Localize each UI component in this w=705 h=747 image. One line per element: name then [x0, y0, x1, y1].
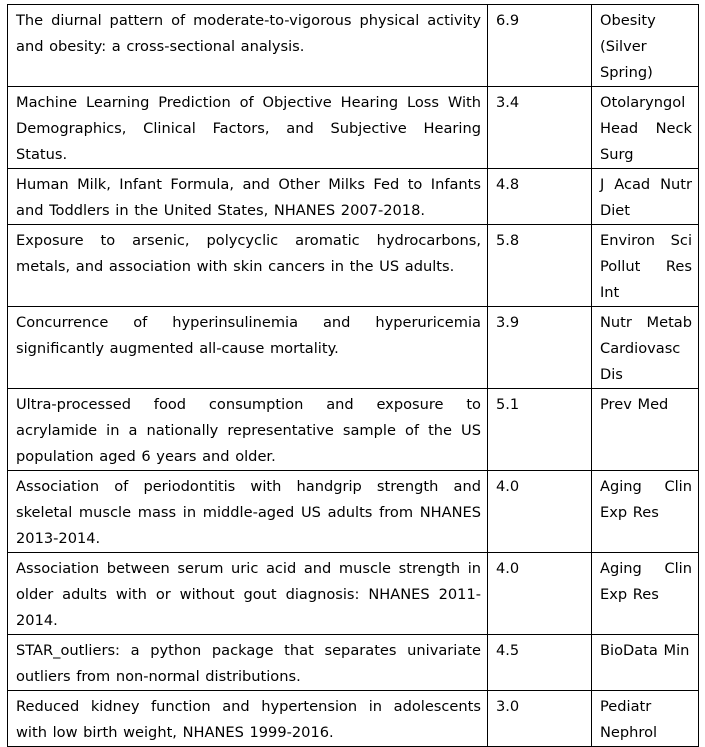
impact-factor-cell: 3.9 [488, 307, 592, 389]
impact-factor-cell: 4.5 [488, 635, 592, 691]
table-row [8, 5, 699, 87]
journal-cell: Prev Med [592, 389, 699, 471]
journal-cell: Environ Sci Pollut Res Int [592, 225, 699, 307]
impact-factor-cell: 4.0 [488, 471, 592, 553]
article-title-cell: Ultra-processed food consumption and exposure to acrylamide in a nationally representative sample of the US population aged 6 years and older. [8, 389, 488, 471]
article-title-cell: Human Milk, Infant Formula, and Other Milks Fed to Infants and Toddlers in the United States, NHANES 2007-2018. [8, 169, 488, 225]
article-title-cell: Exposure to arsenic, polycyclic aromatic hydrocarbons, metals, and association with skin cancers in the US adults. [8, 225, 488, 307]
references-table [7, 4, 699, 747]
table-row [8, 225, 699, 307]
impact-factor-cell: 6.9 [488, 5, 592, 87]
journal-cell: BioData Min [592, 635, 699, 691]
article-title-cell: Association of periodontitis with handgrip strength and skeletal muscle mass in middle-aged US adults from NHANES 2013-2014. [8, 471, 488, 553]
journal-cell: Otolaryngol Head Neck Surg [592, 87, 699, 169]
journal-cell: Aging Clin Exp Res [592, 553, 699, 635]
article-title-cell: Concurrence of hyperinsulinemia and hyperuricemia significantly augmented all-cause mortality. [8, 307, 488, 389]
journal-cell: Nutr Metab Cardiovasc Dis [592, 307, 699, 389]
impact-factor-cell: 4.0 [488, 553, 592, 635]
journal-cell: Obesity (Silver Spring) [592, 5, 699, 87]
journal-cell: Aging Clin Exp Res [592, 471, 699, 553]
article-title-cell: Machine Learning Prediction of Objective Hearing Loss With Demographics, Clinical Factors, and Subjective Hearing Status. [8, 87, 488, 169]
impact-factor-cell: 5.1 [488, 389, 592, 471]
table-row [8, 389, 699, 471]
table-row [8, 307, 699, 389]
impact-factor-cell: 3.0 [488, 691, 592, 747]
article-title-cell: Reduced kidney function and hypertension in adolescents with low birth weight, NHANES 1999-2016. [8, 691, 488, 747]
journal-cell: J Acad Nutr Diet [592, 169, 699, 225]
table-row [8, 635, 699, 691]
table-row [8, 691, 699, 747]
table-row [8, 553, 699, 635]
table-row [8, 87, 699, 169]
table-row [8, 471, 699, 553]
references-table-body [8, 5, 699, 747]
impact-factor-cell: 3.4 [488, 87, 592, 169]
article-title-cell: The diurnal pattern of moderate-to-vigorous physical activity and obesity: a cross-sectional analysis. [8, 5, 488, 87]
impact-factor-cell: 5.8 [488, 225, 592, 307]
journal-cell: Pediatr Nephrol [592, 691, 699, 747]
impact-factor-cell: 4.8 [488, 169, 592, 225]
article-title-cell: Association between serum uric acid and muscle strength in older adults with or without gout diagnosis: NHANES 2011-2014. [8, 553, 488, 635]
article-title-cell: STAR_outliers: a python package that separates univariate outliers from non-normal distributions. [8, 635, 488, 691]
table-row [8, 169, 699, 225]
